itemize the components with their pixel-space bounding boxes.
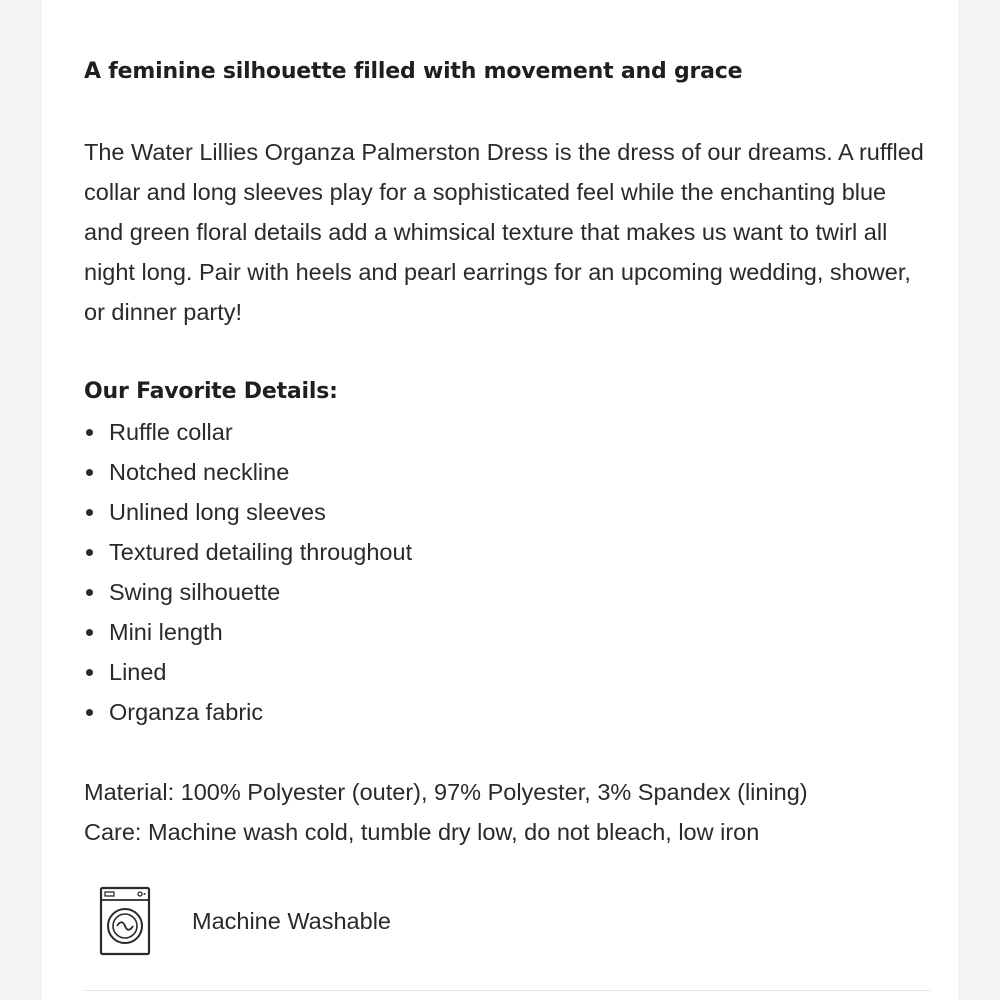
section-divider <box>84 990 930 991</box>
list-item: Lined <box>84 652 944 692</box>
washing-machine-icon <box>96 885 154 957</box>
list-item: Swing silhouette <box>84 572 944 612</box>
list-item: Textured detailing throughout <box>84 532 944 572</box>
material-text: Material: 100% Polyester (outer), 97% Polyester, 3% Spandex (lining) <box>84 779 808 805</box>
list-item: Unlined long sleeves <box>84 492 944 532</box>
details-heading: Our Favorite Details: <box>84 379 338 404</box>
care-badge-label: Machine Washable <box>192 908 391 934</box>
list-item: Ruffle collar <box>84 412 944 452</box>
list-item: Organza fabric <box>84 692 944 732</box>
list-item: Notched neckline <box>84 452 944 492</box>
product-tagline: A feminine silhouette filled with movement and grace <box>84 59 743 84</box>
product-description-section <box>84 52 944 852</box>
details-list <box>84 412 944 732</box>
list-item: Mini length <box>84 612 944 652</box>
care-badge <box>96 885 391 957</box>
product-description: The Water Lillies Organza Palmerston Dress is the dress of our dreams. A ruffled collar and long sleeves play for a sophisticated feel while the enchanting blue and green floral details add a whimsical texture that makes us want to twirl all night long. Pair with heels and pearl earrings for an upcoming wedding, shower, or dinner party! <box>84 139 924 325</box>
care-text: Care: Machine wash cold, tumble dry low, do not bleach, low iron <box>84 819 760 845</box>
material-care-info <box>84 772 944 852</box>
